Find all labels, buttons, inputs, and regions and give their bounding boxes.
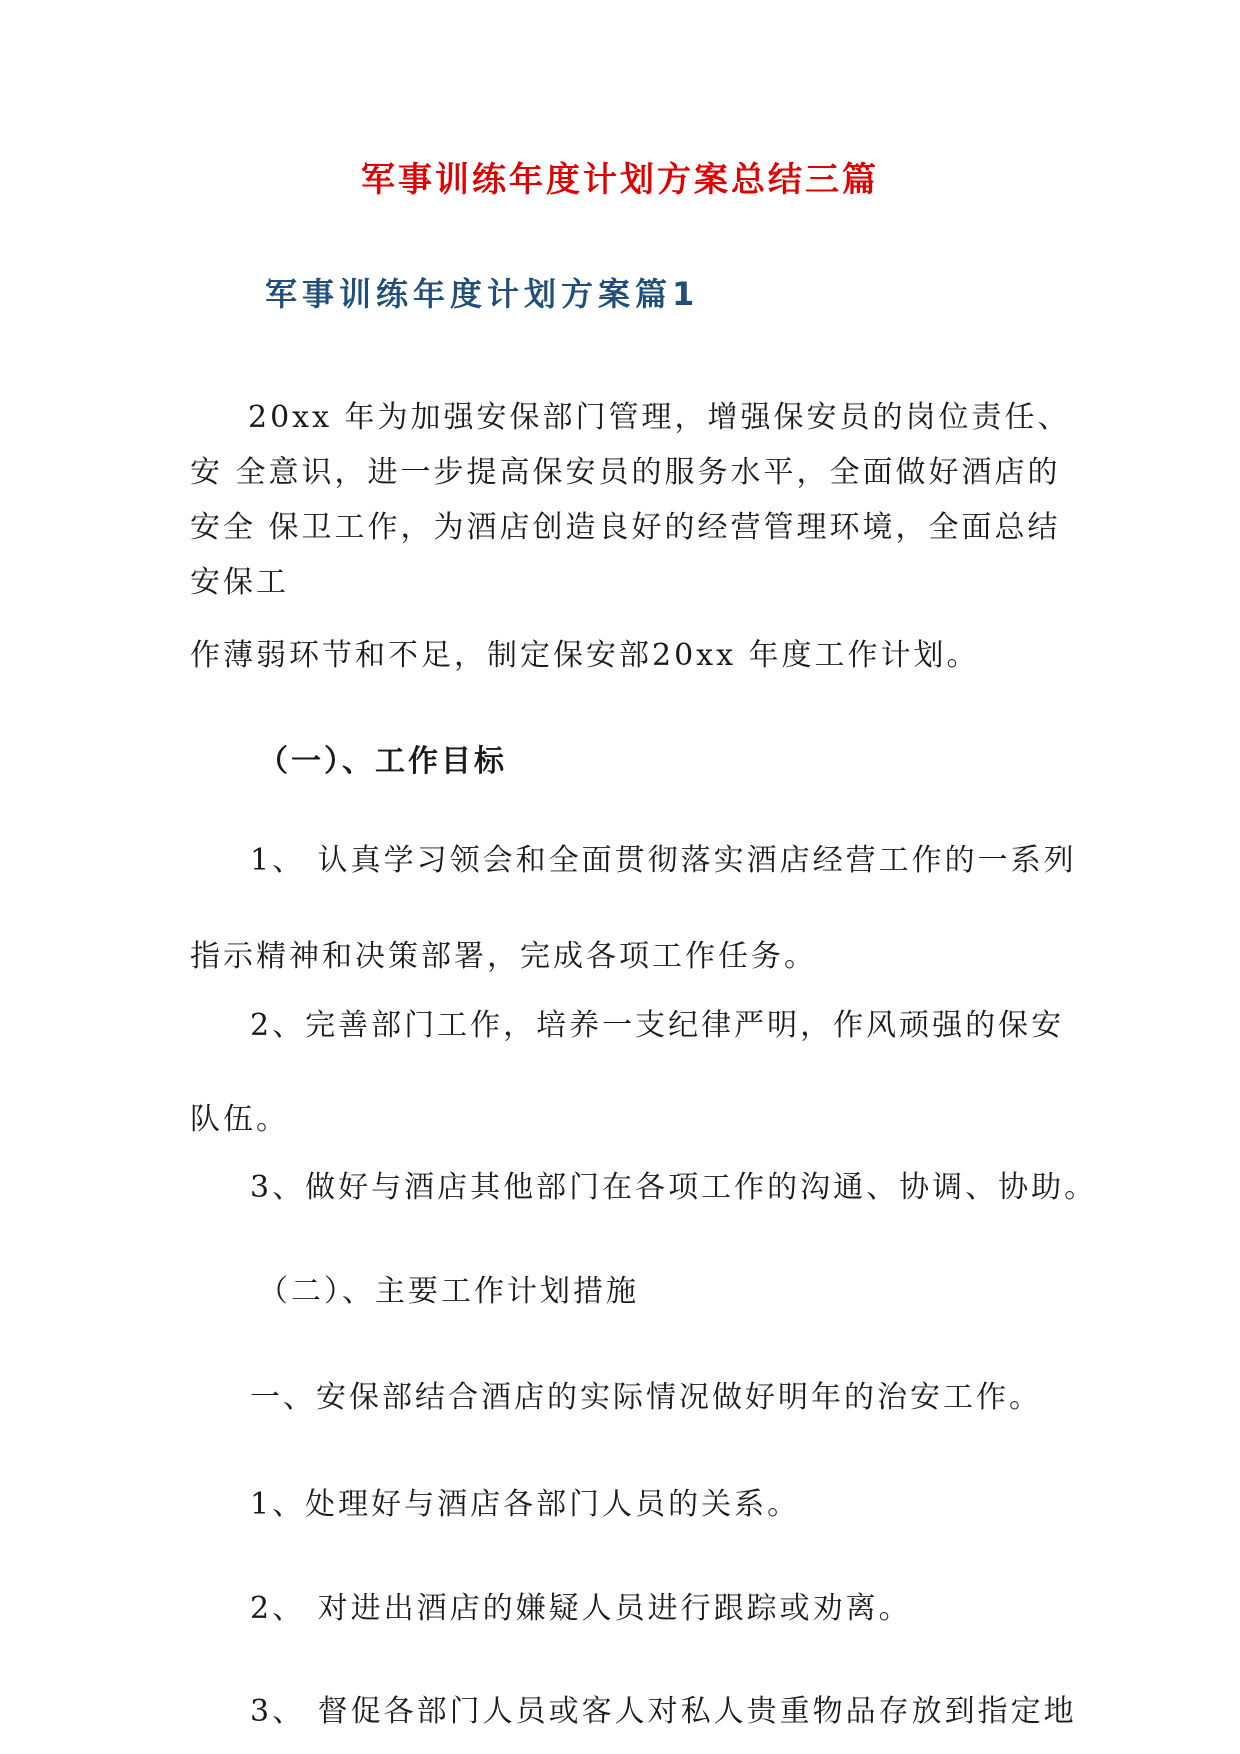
intro-line-2: 安 全意识，进一步提高保安员的服务水平，全面做好酒店的 [190,455,1061,490]
measure-item-2: 2、 对进出酒店的嫌疑人员进行跟踪或劝离。 [250,1591,912,1626]
goal-2-line-1: 2、完善部门工作，培养一支纪律严明，作风顽强的保安 [250,1008,1065,1043]
goal-1-line-1: 1、 认真学习领会和全面贯彻落实酒店经营工作的一系列 [250,843,1077,878]
goal-1-line-2: 指示精神和决策部署，完成各项工作任务。 [190,939,817,974]
goal-2-line-2: 队伍。 [190,1102,289,1137]
heading-work-goals: （一）、工作目标 [258,744,507,779]
heading-main-measures: （二）、主要工作计划措施 [258,1274,639,1309]
measure-item-1: 1、处理好与酒店各部门人员的关系。 [250,1487,801,1522]
document-title: 军事训练年度计划方案总结三篇 [361,160,879,200]
intro-line-4: 安保工 [190,565,289,600]
measure-intro: 一、安保部结合酒店的实际情况做好明年的治安工作。 [250,1380,1042,1415]
intro-line-1: 20xx 年为加强安保部门管理，增强保安员的岗位责任、 [248,400,1071,435]
intro-line-5: 作薄弱环节和不足，制定保安部20xx 年度工作计划。 [190,638,980,673]
section-title: 军事训练年度计划方案篇1 [265,275,700,313]
goal-item-3: 3、做好与酒店其他部门在各项工作的沟通、协调、协助。 [250,1170,1098,1205]
measure-item-3: 3、 督促各部门人员或客人对私人贵重物品存放到指定地 [250,1694,1077,1729]
intro-line-3: 安全 保卫工作，为酒店创造良好的经营管理环境，全面总结 [190,510,1061,545]
